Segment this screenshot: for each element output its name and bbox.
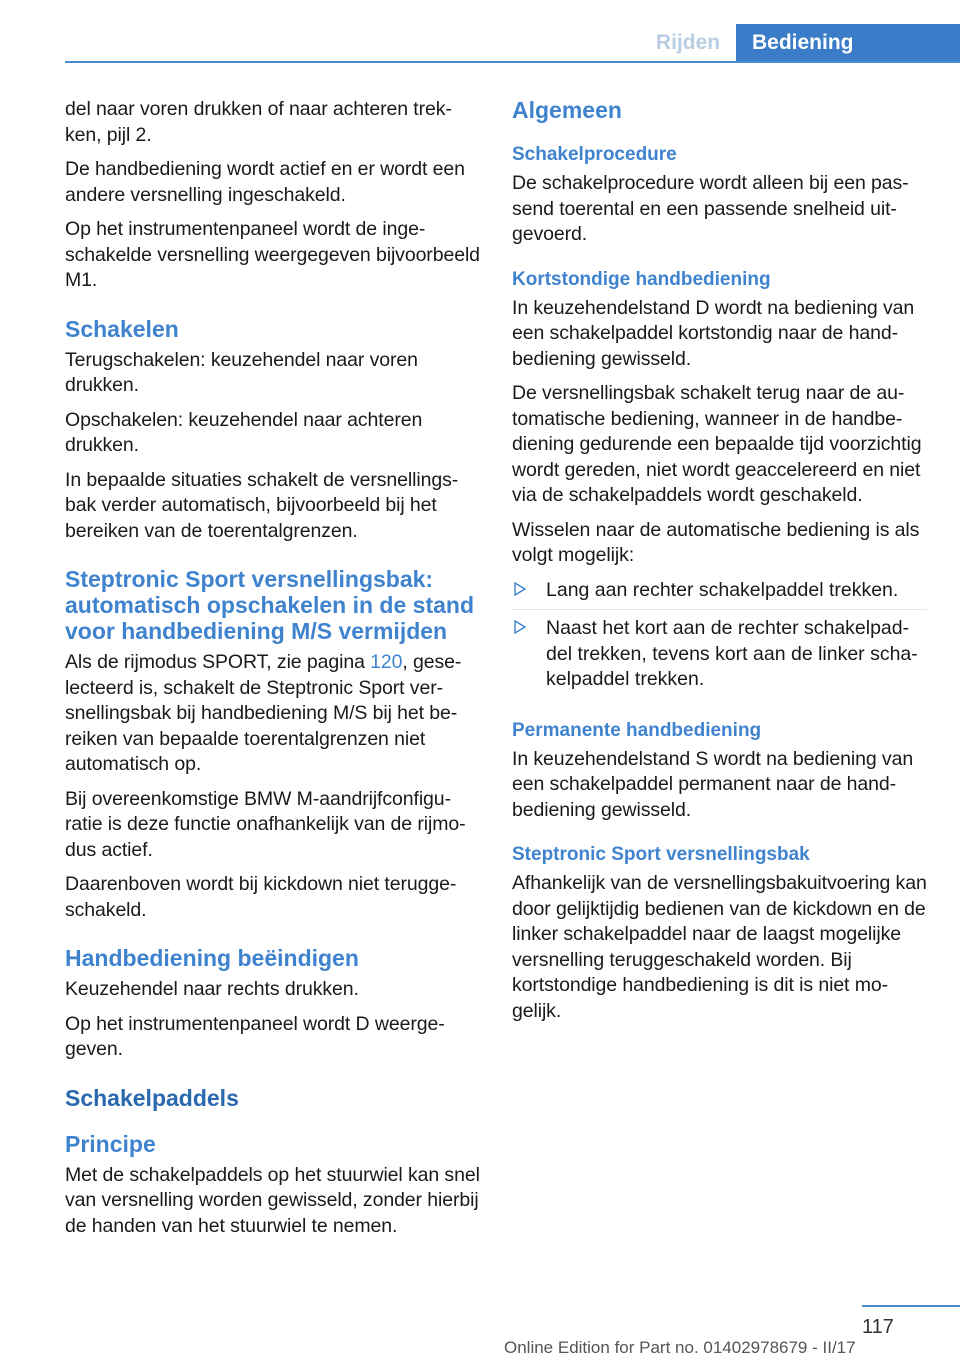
right-column xyxy=(512,97,927,1033)
header-rule xyxy=(65,61,960,63)
heading-steptronic: Steptronic Sport versnellingsbak: automatisch opschakelen in de stand voor handbediening M/S vermijden xyxy=(65,566,474,644)
paragraph-with-link xyxy=(65,650,480,778)
list-item-text: Lang aan rechter schakelpaddel trekken. xyxy=(546,578,899,601)
paragraph: Opschakelen: keuzehendel naar achteren drukken. xyxy=(65,408,423,456)
paragraph: del naar voren drukken of naar achteren trekken, pijl 2. xyxy=(65,98,452,146)
heading-schakelpaddels: Schakelpaddels xyxy=(65,1084,239,1111)
heading-steptronic-sport: Steptronic Sport versnellingsbak xyxy=(512,844,810,865)
paragraph: Bij overeenkomstige BMW M-aandrijfconfiguratie is deze functie onafhankelijk van de rijmodus actief. xyxy=(65,787,466,861)
left-column xyxy=(65,97,480,1248)
chapter-tab[interactable]: Bediening xyxy=(736,24,960,62)
list-item xyxy=(512,616,927,699)
paragraph: Wisselen naar de automatische bediening is als volgt mogelijk: xyxy=(512,518,920,566)
heading-principe: Principe xyxy=(65,1130,156,1157)
paragraph: De handbediening wordt actief en er wordt een andere versnelling ingeschakeld. xyxy=(65,158,465,206)
paragraph: Afhankelijk van de versnellingsbakuitvoering kan door gelijktijdig bedienen van de kickdown en de linker schakelpaddel naar de laagst mogelijke versnelling teruggeschakeld worden. Bij kortstondige handbediening is dit is niet mogelijk. xyxy=(512,872,927,1022)
heading-schakelprocedure: Schakelprocedure xyxy=(512,144,677,165)
triangle-right-icon xyxy=(514,582,526,596)
section-tab[interactable]: Rijden xyxy=(655,31,721,54)
page-link[interactable]: 120 xyxy=(370,651,403,673)
paragraph: Terugschakelen: keuzehendel naar voren drukken. xyxy=(65,348,418,396)
bullet-list xyxy=(512,578,927,699)
paragraph: De schakelprocedure wordt alleen bij een passend toerental en een passende snelheid uitgevoerd. xyxy=(512,172,909,245)
list-item xyxy=(512,578,927,611)
heading-kortstondig: Kortstondige handbediening xyxy=(512,268,771,290)
page-header xyxy=(0,24,960,62)
page-number: 117 xyxy=(862,1316,894,1338)
paragraph: De versnellingsbak schakelt terug naar de automatische bediening, wanneer in de handbediening gedurende een bepaalde tijd voorzichtig wordt gereden, niet wordt geaccelereerd en niet via de schakelpaddels wordt geschakeld. xyxy=(512,382,922,506)
paragraph: Op het instrumentenpaneel wordt D weergegeven. xyxy=(65,1012,445,1060)
heading-algemeen: Algemeen xyxy=(512,97,622,123)
paragraph: Daarenboven wordt bij kickdown niet teruggeschakeld. xyxy=(65,873,457,921)
triangle-right-icon xyxy=(514,620,526,634)
footer-rule xyxy=(862,1305,960,1307)
paragraph: In keuzehendelstand D wordt na bediening van een schakelpaddel kortstondig naar de handbediening gewisseld. xyxy=(512,296,915,370)
paragraph: In keuzehendelstand S wordt na bediening van een schakelpaddel permanent naar de handbediening gewisseld. xyxy=(512,747,914,821)
heading-beeindigen: Handbediening beëindigen xyxy=(65,945,359,971)
paragraph: Op het instrumentenpaneel wordt de ingeschakelde versnelling weergegeven bijvoorbeeld M1. xyxy=(65,218,480,291)
list-item-text: Naast het kort aan de rechter schakelpaddel trekken, tevens kort aan de linker schakelpaddel trekken. xyxy=(546,617,918,690)
text: Als de rijmodus SPORT, zie pagina xyxy=(65,651,371,673)
edition-note: Online Edition for Part no. 01402978679 - II/17 xyxy=(504,1338,856,1357)
heading-schakelen: Schakelen xyxy=(65,315,179,342)
paragraph: Met de schakelpaddels op het stuurwiel kan snel van versnelling worden gewisseld, zonder hierbij de handen van het stuurwiel te nemen. xyxy=(65,1163,480,1237)
text: , geselecteerd is, schakelt de Steptronic Sport versnellingsbak bij handbediening M/S bij het bereiken van bepaalde toerentalgrenzen niet automatisch op. xyxy=(65,651,462,775)
paragraph: Keuzehendel naar rechts drukken. xyxy=(65,978,359,1000)
heading-permanent: Permanente handbediening xyxy=(512,719,762,741)
paragraph: In bepaalde situaties schakelt de versnellingsbak verder automatisch, bijvoorbeeld bij het bereiken van de toerentalgrenzen. xyxy=(65,468,459,542)
